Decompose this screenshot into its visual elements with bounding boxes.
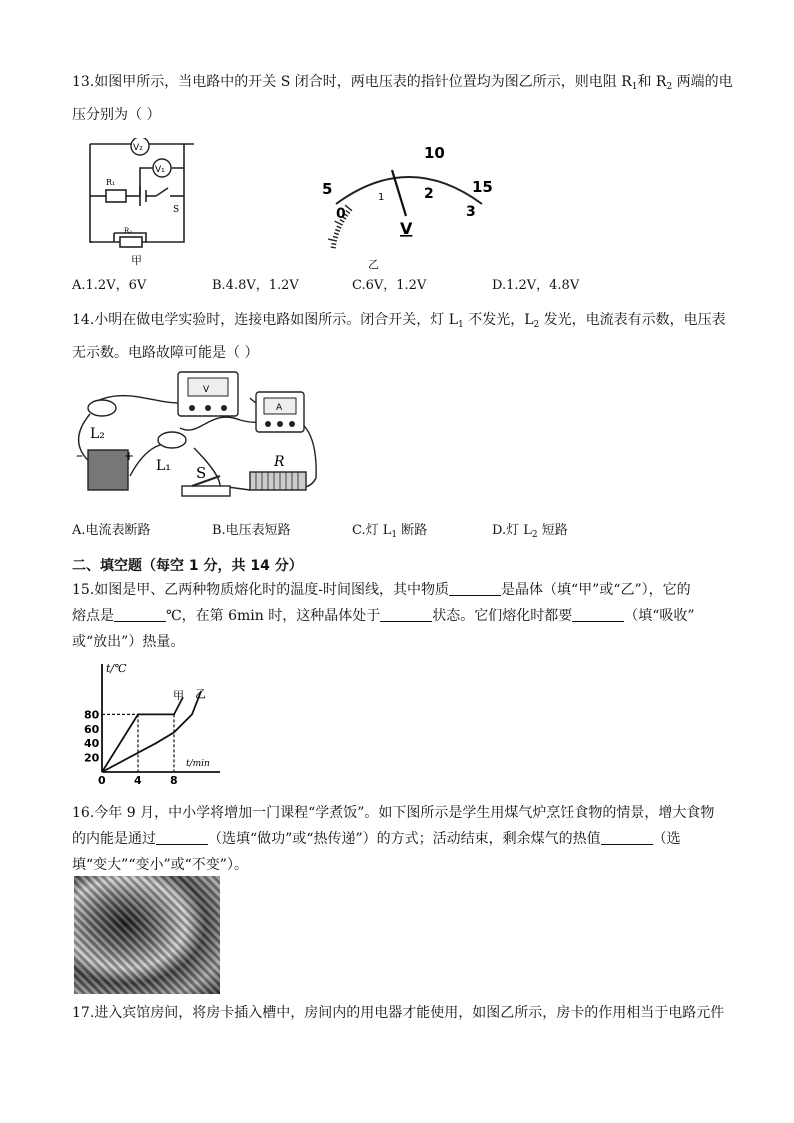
svg-text:A: A — [276, 403, 283, 413]
q16-stem-line2: 的内能是通过 （选填“做功”或“热传递”）的方式；活动结束，剩余煤气的热值 （选 — [72, 831, 681, 847]
q17-stem-line1: 17.进入宾馆房间，将房卡插入槽中，房间内的用电器才能使用，如图乙所示，房卡的作用相当于电路元件 — [72, 1005, 725, 1021]
q13-option-b[interactable]: B.4.8V，1.2V — [212, 278, 299, 293]
svg-text:L₁: L₁ — [156, 458, 171, 474]
q16-blank-2[interactable] — [601, 830, 653, 845]
q16-stem-line3: 填“变大”“变小”或“不变”）。 — [72, 857, 248, 873]
q13-stem-line2: 压分别为（ ） — [72, 107, 161, 123]
svg-text:V₁: V₁ — [155, 165, 165, 175]
chart-series-label-jia: 甲 — [173, 689, 184, 703]
dial-unit: V — [400, 219, 413, 238]
q16-blank-1[interactable] — [156, 830, 208, 845]
svg-text:S: S — [196, 464, 207, 482]
q13-option-d[interactable]: D.1.2V，4.8V — [492, 278, 580, 293]
q16-cooking-photo — [74, 876, 220, 994]
svg-text:+: + — [124, 449, 135, 463]
q15-stem-line2: 熔点是 ℃，在第 6min 时，这种晶体处于 状态。它们熔化时都要 （填“吸收” — [72, 608, 695, 624]
dial-tick — [335, 230, 340, 232]
q13-voltmeter-dial — [316, 140, 502, 250]
dial-tick — [328, 239, 337, 241]
svg-text:–: – — [76, 448, 83, 464]
svg-text:L₂: L₂ — [90, 426, 105, 442]
q13-option-a[interactable]: A.1.2V，6V — [72, 278, 147, 293]
q14-stem-line1: 14.小明在做电学实验时，连接电路如图所示。闭合开关，灯 $L_1$ 不发光，$L_2$ 发光，电流表有示数，电压表 — [72, 312, 726, 330]
section2-heading: 二、填空题（每空 1 分，共 14 分） — [72, 558, 303, 574]
chart-series-label-yi: 乙 — [195, 687, 206, 701]
dial-bottom-label-0: 0 — [336, 206, 346, 222]
switch-icon — [182, 486, 230, 496]
q15-blank-4[interactable] — [572, 607, 624, 622]
chart-x-label: t/min — [186, 759, 210, 769]
svg-text:R: R — [274, 454, 285, 470]
q14-circuit-photo — [70, 368, 322, 504]
dial-bottom-label-1: 1 — [378, 192, 385, 203]
q13-circuit-figure — [84, 138, 194, 268]
q13-stem-line1: 13.如图甲所示，当电路中的开关 S 闭合时，两电压表的指针位置均为图乙所示，则电阻 $R_1$和 $R_2$ 两端的电 — [72, 74, 733, 92]
fig-jia-label: 甲 — [131, 254, 142, 267]
dial-bottom-label-2: 2 — [424, 186, 434, 202]
battery-icon — [88, 450, 128, 490]
dial-top-label-5: 5 — [322, 180, 333, 198]
q16-stem-line1: 16.今年 9 月，中小学将增加一门课程“学煮饭”。如下图所示是学生用煤气炉烹饪食物的情景，增大食物 — [72, 805, 715, 821]
q15-blank-3[interactable] — [380, 607, 432, 622]
q15-blank-2[interactable] — [114, 607, 166, 622]
chart-y-label: t/℃ — [106, 662, 127, 675]
q13-option-c[interactable]: C.6V，1.2V — [352, 278, 427, 293]
q14-option-d[interactable]: D.灯 $L_2$ 短路 — [492, 523, 568, 540]
chart-x-tick-label: 0 — [98, 774, 106, 784]
chart-x-tick-label: 4 — [134, 774, 142, 784]
dial-tick — [331, 244, 336, 245]
svg-text:V: V — [203, 385, 210, 395]
chart-y-tick-label: 60 — [84, 722, 100, 736]
dial-tick — [345, 205, 352, 211]
bulb-l2-icon — [88, 400, 116, 416]
chart-y-tick-label: 40 — [84, 737, 100, 751]
chart-x-tick-label: 8 — [170, 774, 178, 784]
dial-tick — [333, 236, 338, 237]
svg-text:V₂: V₂ — [133, 143, 143, 153]
q15-melting-chart — [84, 660, 224, 784]
svg-text:S: S — [173, 205, 180, 215]
dial-bottom-label-3: 3 — [466, 204, 476, 220]
fig-yi-label: 乙 — [368, 258, 379, 271]
dial-tick — [331, 247, 336, 248]
chart-y-tick-label: 80 — [84, 708, 100, 722]
svg-text:R₁: R₁ — [106, 178, 116, 187]
dial-tick — [337, 226, 342, 228]
q15-stem-line1: 15.如图是甲、乙两种物质熔化时的温度-时间图线，其中物质 是晶体（填“甲”或“乙”），它的 — [72, 582, 691, 598]
q15-blank-1[interactable] — [449, 581, 501, 596]
q15-stem-line3: 或“放出”）热量。 — [72, 634, 185, 650]
dial-top-label-15: 15 — [472, 178, 493, 196]
q14-option-a[interactable]: A.电流表断路 — [72, 523, 151, 538]
q14-stem-line2: 无示数。电路故障可能是（ ） — [72, 345, 259, 361]
chart-y-tick-label: 20 — [84, 751, 100, 765]
q14-option-b[interactable]: B.电压表短路 — [212, 523, 291, 538]
bulb-l1-icon — [158, 432, 186, 448]
svg-text:R₂: R₂ — [124, 227, 133, 235]
dial-top-label-10: 10 — [424, 144, 445, 162]
dial-tick — [346, 211, 350, 214]
q14-option-c[interactable]: C.灯 $L_1$ 断路 — [352, 523, 428, 540]
dial-tick — [334, 233, 339, 235]
